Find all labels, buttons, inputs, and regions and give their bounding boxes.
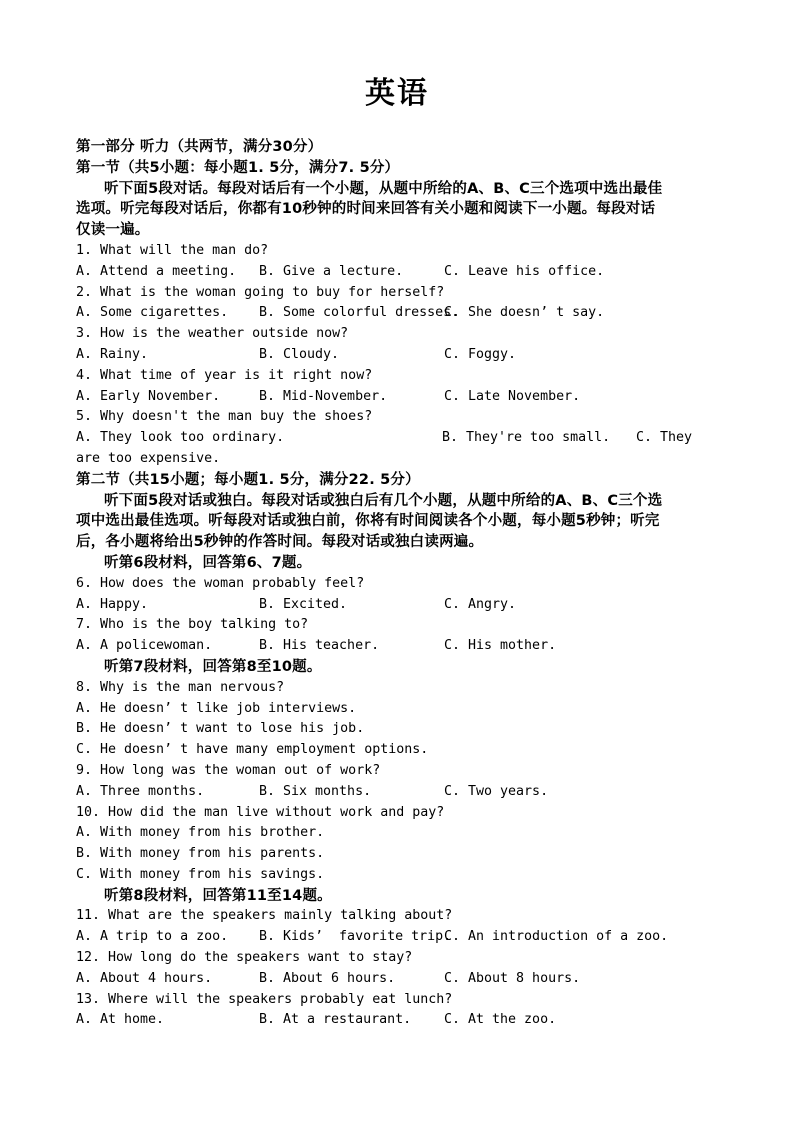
option-c: C. At the zoo. [444,1012,557,1028]
question-10-option-b: B. With money from his parents. [76,846,325,862]
question-12-stem: 12. How long do the speakers want to stay? [76,950,413,966]
question-6-options [76,595,722,616]
option-b: B. Kids’ favorite trip. [259,929,452,945]
section1-heading: 第一节（共5小题：每小题1. 5分，满分7. 5分） [76,159,400,176]
option-a: A. Rainy. [76,346,149,362]
option-b: B. Six months. [259,783,372,799]
option-a: A. Early November. [76,388,221,404]
option-a: A. At home. [76,1012,165,1028]
question-3-options [76,345,722,366]
exam-body [76,137,722,1031]
option-c: C. Angry. [444,596,517,612]
option-b: B. At a restaurant. [259,1012,412,1028]
option-c: C. They [636,430,693,446]
question-10-option-c: C. With money from his savings. [76,866,325,882]
option-b: B. About 6 hours. [259,970,396,986]
material-8-heading: 听第8段材料，回答第11至14题。 [104,887,332,904]
option-b: B. His teacher. [259,638,380,654]
section1-instructions-line1: 听下面5段对话。每段对话后有一个小题，从题中所给的A、B、C三个选项中选出最佳 [104,180,663,197]
question-13-options [76,1010,722,1031]
option-b: B. They're too small. [442,430,611,446]
question-8-option-c: C. He doesn’ t have many employment options. [76,742,429,758]
question-9-options [76,782,722,803]
section2-instructions-line1: 听下面5段对话或独白。每段对话或独白后有几个小题，从题中所给的A、B、C三个选 [104,492,663,509]
option-c: C. Foggy. [444,346,517,362]
section1-instructions-line2: 选项。听完每段对话后，你都有10秒钟的时间来回答有关小题和阅读下一小题。每段对话 [76,201,656,218]
option-b: B. Excited. [259,596,348,612]
question-13-stem: 13. Where will the speakers probably eat lunch? [76,991,453,1007]
option-a: A. Three months. [76,783,205,799]
option-b: B. Cloudy. [259,346,340,362]
question-11-stem: 11. What are the speakers mainly talking about? [76,908,453,924]
question-7-options [76,636,722,657]
option-a: A. Some cigarettes. [76,305,229,321]
question-12-options [76,969,722,990]
option-a: A. A trip to a zoo. [76,929,229,945]
question-8-option-a: A. He doesn’ t like job interviews. [76,700,357,716]
section2-instructions-line3: 后，各小题将给出5秒钟的作答时间。每段对话或独白读两遍。 [76,534,484,551]
section1-instructions-line3: 仅读一遍。 [76,222,150,239]
question-11-options [76,927,722,948]
question-2-stem: 2. What is the woman going to buy for herself? [76,284,445,300]
option-a: A. They look too ordinary. [76,430,285,446]
option-c: C. An introduction of a zoo. [444,929,669,945]
question-5-stem: 5. Why doesn't the man buy the shoes? [76,409,373,425]
question-2-options [76,303,722,324]
question-5-options [76,428,722,449]
option-a: A. A policewoman. [76,638,213,654]
part1-heading: 第一部分 听力（共两节，满分30分） [76,139,323,155]
question-8-stem: 8. Why is the man nervous? [76,679,285,695]
question-3-stem: 3. How is the weather outside now? [76,326,349,342]
option-b: B. Some colorful dresses. [259,305,460,321]
option-c: C. She doesn’ t say. [444,305,605,321]
option-c: C. About 8 hours. [444,970,581,986]
option-c: C. Late November. [444,388,581,404]
option-c: C. Two years. [444,783,549,799]
option-a: A. Happy. [76,596,149,612]
question-4-options [76,387,722,408]
option-c: C. His mother. [444,638,557,654]
option-a: A. Attend a meeting. [76,263,237,279]
option-c: C. Leave his office. [444,263,605,279]
material-7-heading: 听第7段材料，回答第8至10题。 [104,658,322,675]
question-4-stem: 4. What time of year is it right now? [76,367,373,383]
option-b: B. Give a lecture. [259,263,404,279]
question-10-option-a: A. With money from his brother. [76,825,325,841]
section2-heading: 第二节（共15小题；每小题1. 5分，满分22. 5分） [76,471,420,488]
question-5-option-c-continued: are too expensive. [76,450,221,466]
option-b: B. Mid-November. [259,388,388,404]
question-1-options [76,262,722,283]
material-6-heading: 听第6段材料，回答第6、7题。 [104,554,312,571]
question-10-stem: 10. How did the man live without work and pay? [76,804,445,820]
question-1-stem: 1. What will the man do? [76,242,269,258]
question-9-stem: 9. How long was the woman out of work? [76,762,381,778]
question-7-stem: 7. Who is the boy talking to? [76,617,309,633]
question-6-stem: 6. How does the woman probably feel? [76,575,365,591]
question-8-option-b: B. He doesn’ t want to lose his job. [76,721,365,737]
page-title: 英语 [365,76,429,111]
section2-instructions-line2: 项中选出最佳选项。听每段对话或独白前，你将有时间阅读各个小题，每小题5秒钟；听完 [76,513,660,530]
option-a: A. About 4 hours. [76,970,213,986]
